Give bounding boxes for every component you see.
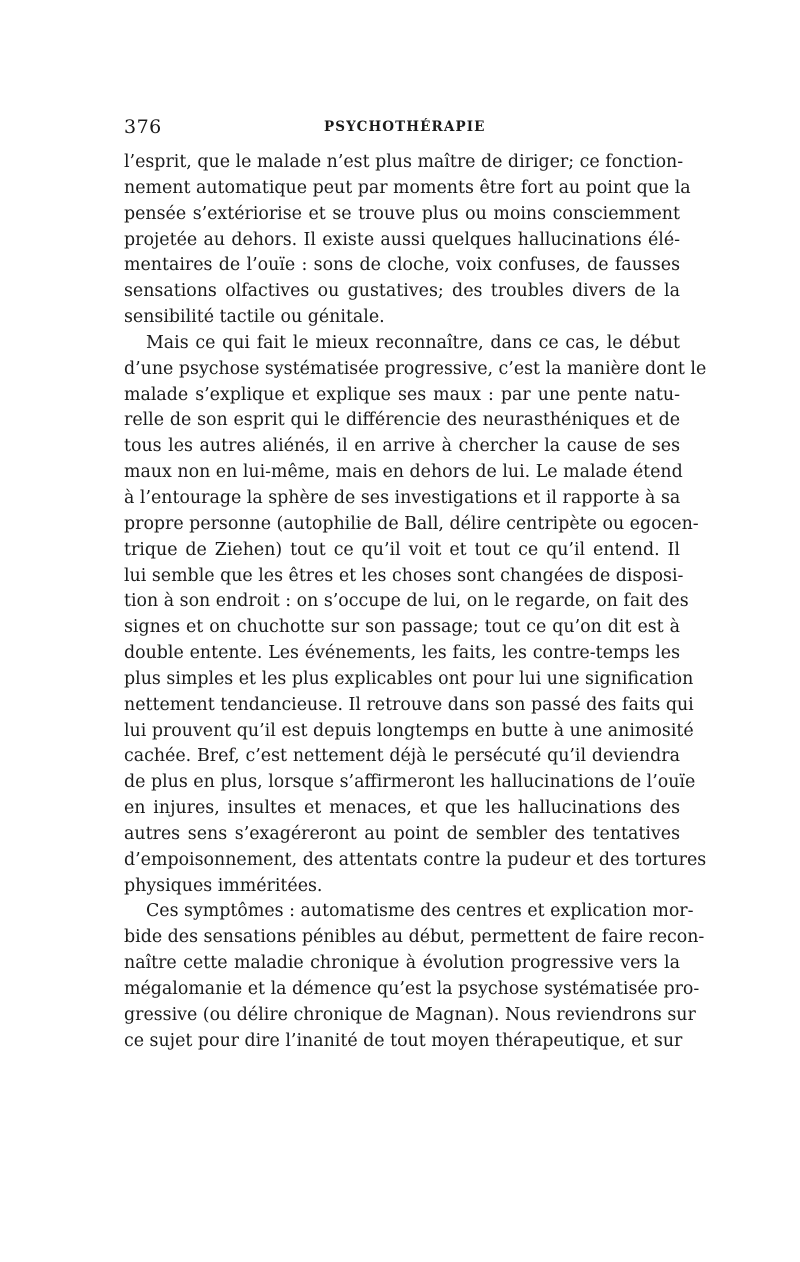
text-line: malade s’explique et explique ses maux : par une pente natu- (124, 384, 680, 405)
text-line: l’esprit, que le malade n’est plus maître de diriger; ce fonction- (124, 152, 684, 172)
running-title: PSYCHOTHÉRAPIE (324, 119, 486, 135)
text-line: pensée s’extériorise et se trouve plus ou moins consciemment (124, 203, 680, 224)
text-line: bide des sensations pénibles au début, permettent de faire recon- (124, 927, 705, 948)
text-line: maux non en lui-même, mais en dehors de lui. Le malade étend (124, 462, 683, 483)
paragraph-1 (124, 150, 691, 331)
text-line: lui semble que les êtres et les choses sont changées de disposi- (124, 565, 684, 586)
body-text (124, 150, 707, 1055)
text-line: Mais ce qui fait le mieux reconnaître, dans ce cas, le début (146, 332, 680, 353)
text-line: ce sujet pour dire l’inanité de tout moyen thérapeutique, et sur (124, 1030, 683, 1051)
text-line: relle de son esprit qui le différencie des neurasthéniques et de (124, 410, 680, 431)
paragraph-2 (124, 331, 707, 900)
page-number: 376 (124, 116, 162, 138)
text-line: projetée au dehors. Il existe aussi quelques hallucinations élé- (124, 229, 680, 250)
text-line: tion à son endroit : on s’occupe de lui, on le regarde, on fait des (124, 591, 689, 612)
text-line: propre personne (autophilie de Ball, délire centripète ou egocen- (124, 513, 699, 534)
running-head (124, 116, 680, 140)
text-line: sensibilité tactile ou génitale. (124, 307, 385, 328)
text-line: plus simples et les plus explicables ont pour lui une signification (124, 668, 694, 689)
paragraph-3 (124, 899, 705, 1054)
text-line: Ces symptômes : automatisme des centres et explication mor- (146, 901, 694, 922)
text-line: tous les autres aliénés, il en arrive à chercher la cause de ses (124, 436, 680, 457)
text-line: trique de Ziehen) tout ce qu’il voit et tout ce qu’il entend. Il (124, 539, 680, 560)
text-line: mentaires de l’ouïe : sons de cloche, voix confuses, de fausses (124, 255, 680, 276)
text-line: physiques imméritées. (124, 875, 323, 896)
text-line: autres sens s’exagéreront au point de sembler des tentatives (124, 823, 680, 844)
text-line: gressive (ou délire chronique de Magnan). Nous reviendrons sur (124, 1004, 696, 1025)
text-line: mégalomanie et la démence qu’est la psychose systématisée pro- (124, 979, 700, 999)
text-line: signes et on chuchotte sur son passage; tout ce qu’on dit est à (124, 617, 680, 638)
text-line: nettement tendancieuse. Il retrouve dans son passé des faits qui (124, 694, 694, 715)
text-line: cachée. Bref, c’est nettement déjà le persécuté qu’il deviendra (124, 746, 680, 767)
text-line: naître cette maladie chronique à évolution progressive vers la (124, 953, 680, 974)
text-line: sensations olfactives ou gustatives; des troubles divers de la (124, 281, 680, 302)
text-line: nement automatique peut par moments être fort au point que la (124, 177, 691, 198)
text-line: en injures, insultes et menaces, et que les hallucinations des (124, 798, 680, 819)
text-line: de plus en plus, lorsque s’affirmeront les hallucinations de l’ouïe (124, 772, 696, 793)
text-line: double entente. Les événements, les faits, les contre-temps les (124, 643, 680, 664)
text-line: à l’entourage la sphère de ses investigations et il rapporte à sa (124, 487, 681, 508)
text-line: d’empoisonnement, des attentats contre la pudeur et des tortures (124, 849, 707, 870)
text-line: lui prouvent qu’il est depuis longtemps en butte à une animosité (124, 720, 694, 741)
text-line: d’une psychose systématisée progressive, c’est la manière dont le (124, 358, 707, 379)
